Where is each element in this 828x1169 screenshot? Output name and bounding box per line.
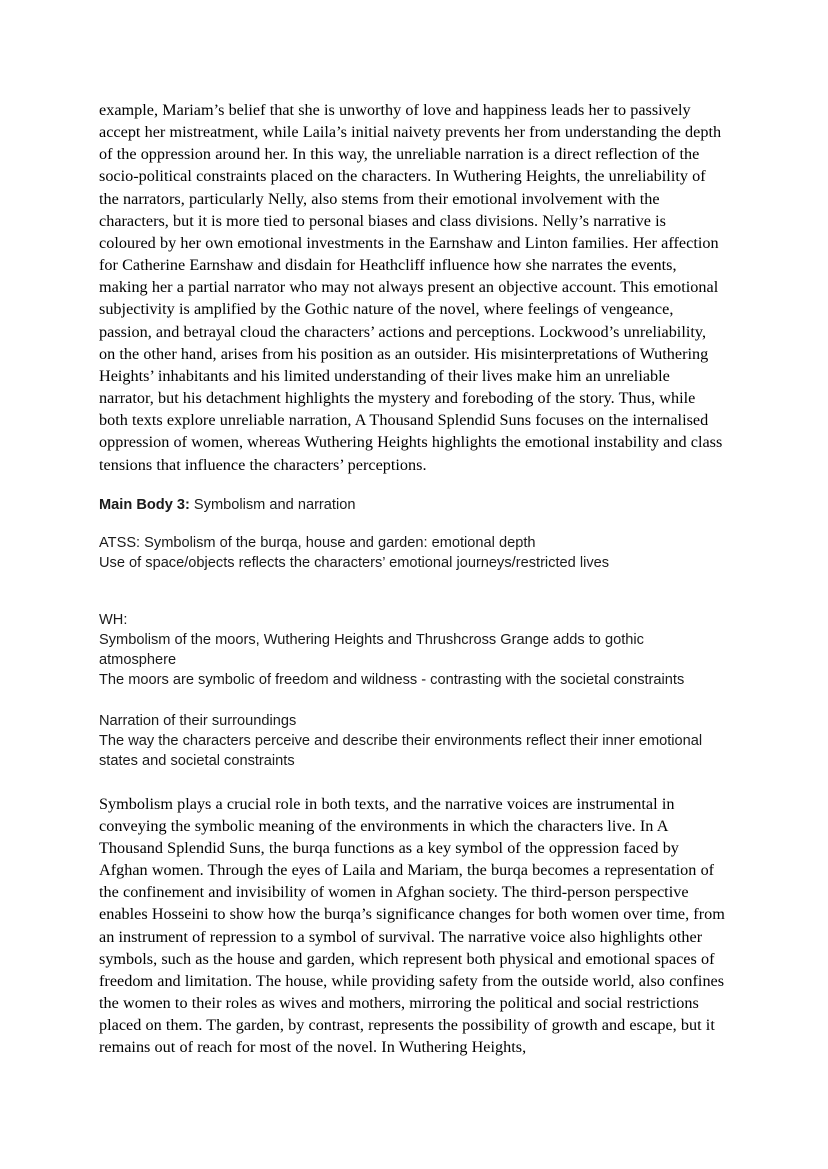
notes-narration-line-1: Narration of their surroundings xyxy=(99,712,297,729)
body-paragraph-symbolism: Symbolism plays a crucial role in both texts, and the narrative voices are instrumental in conveying the symbolic meaning of the environments in which the characters live. In A Thousand Splendid Suns, the burqa functions as a key symbol of the oppression faced by Afghan women. Through the eyes of Laila and Mariam, the burqa becomes a representation of the confinement and invisibility of women in Afghan society. The third-person perspective enables Hosseini to show how the burqa’s significance changes for both women over time, from an instrument of repression to a symbol of survival. The narrative voice also highlights other symbols, such as the house and garden, which represent both physical and emotional spaces of freedom and limitation. The house, while providing safety from the outside world, also confines the women to their roles as wives and mothers, mirroring the political and social restrictions placed on them. The garden, by contrast, represents the possibility of growth and escape, but it remains out of reach for most of the novel. In Wuthering Heights, xyxy=(99,794,725,1057)
spacer-before-atss-notes xyxy=(99,515,725,533)
heading-main-body-3-topic: Symbolism and narration xyxy=(189,496,356,513)
notes-wh-line-3: The moors are symbolic of freedom and wildness - contrasting with the societal constraints xyxy=(99,672,685,689)
notes-narration-surroundings xyxy=(99,711,725,772)
notes-wh-line-2: Symbolism of the moors, Wuthering Heights and Thrushcross Grange adds to gothic atmosphere xyxy=(99,631,644,669)
notes-atss xyxy=(99,533,725,574)
heading-main-body-3-label: Main Body 3: xyxy=(99,496,190,513)
spacer-before-heading xyxy=(99,476,725,495)
document-text-column xyxy=(99,99,725,1059)
notes-atss-line-1: ATSS: Symbolism of the burqa, house and garden: emotional depth xyxy=(99,534,536,551)
spacer-before-final-paragraph xyxy=(99,772,725,793)
notes-wh-label: WH: xyxy=(99,611,128,628)
notes-narration-line-2: The way the characters perceive and describe their environments reflect their inner emotional states and societal constraints xyxy=(99,733,703,770)
spacer-before-narration-notes xyxy=(99,691,725,711)
notes-atss-line-2: Use of space/objects reflects the characters’ emotional journeys/restricted lives xyxy=(99,555,610,572)
heading-main-body-3 xyxy=(99,495,725,515)
notes-wh xyxy=(99,610,725,691)
spacer-before-wh-notes xyxy=(99,574,725,610)
body-paragraph-unreliable-narration: example, Mariam’s belief that she is unworthy of love and happiness leads her to passively accept her mistreatment, while Laila’s initial naivety prevents her from understanding the depth of the oppression around her. In this way, the unreliable narration is a direct reflection of the socio-political constraints placed on the characters. In Wuthering Heights, the unreliability of the narrators, particularly Nelly, also stems from their emotional involvement with the characters, but it is more tied to personal biases and class divisions. Nelly’s narrative is coloured by her own emotional investments in the Earnshaw and Linton families. Her affection for Catherine Earnshaw and disdain for Heathcliff influence how she narrates the events, making her a partial narrator who may not always present an objective account. This emotional subjectivity is amplified by the Gothic nature of the novel, where feelings of vengeance, passion, and betrayal cloud the characters’ actions and perceptions. Lockwood’s unreliability, on the other hand, arises from his position as an outsider. His misinterpretations of Wuthering Heights’ inhabitants and his limited understanding of their lives make him an unreliable narrator, but his detachment highlights the mystery and foreboding of the story. Thus, while both texts explore unreliable narration, A Thousand Splendid Suns focuses on the internalised oppression of women, whereas Wuthering Heights highlights the emotional instability and class tensions that influence the characters’ perceptions. xyxy=(99,101,723,474)
